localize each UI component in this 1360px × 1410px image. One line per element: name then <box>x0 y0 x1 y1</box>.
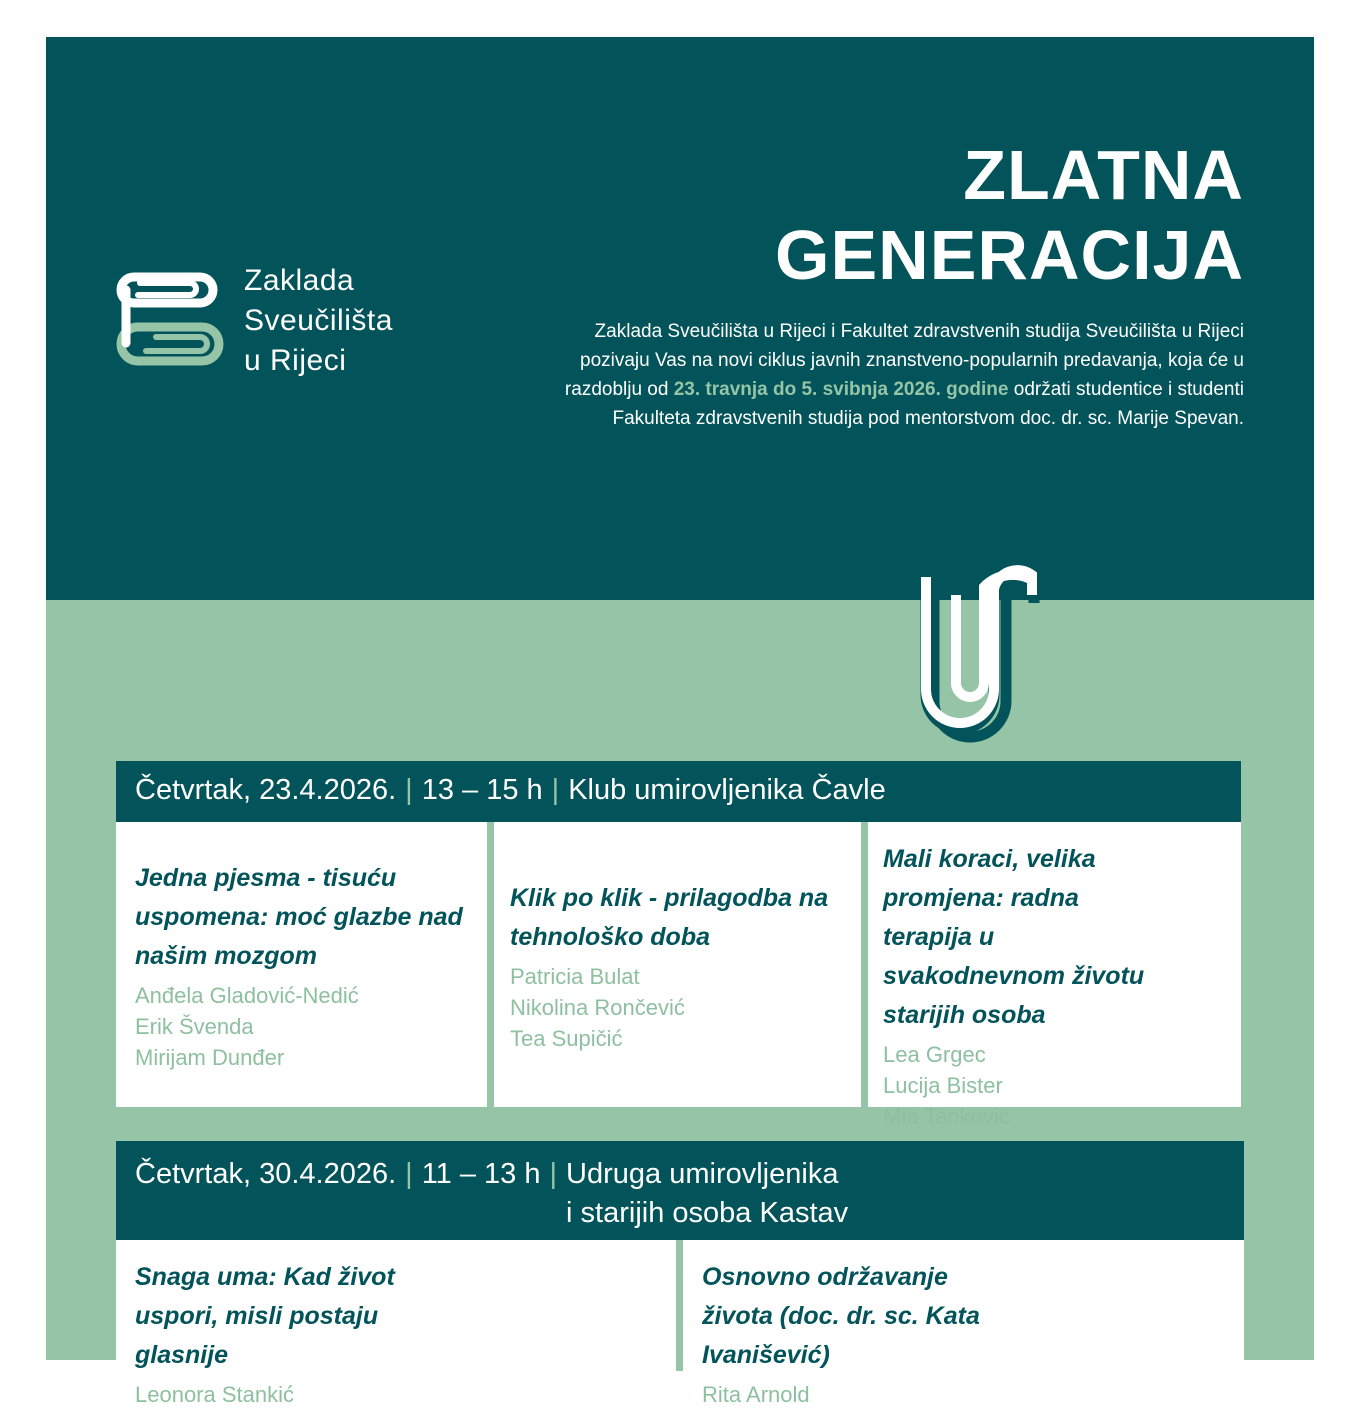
talk-title: Osnovno održavanje života (doc. dr. sc. Kata Ivanišević) <box>702 1263 980 1369</box>
intro-paragraph <box>524 317 1244 433</box>
speaker-name: Tea Supičić <box>510 1026 623 1051</box>
intro-text: održati studentice i studenti Fakulteta zdravstvenih studija pod mentorstvom doc. dr. sc. Marije Spevan. <box>612 379 1244 429</box>
speaker-name: Nikolina Rončević <box>510 995 685 1020</box>
separator: | <box>405 774 413 806</box>
talks-row <box>116 822 1241 1129</box>
separator: | <box>405 1158 413 1190</box>
talk-card <box>683 1240 1244 1407</box>
day-location <box>566 1155 848 1233</box>
speaker-name: Rita Arnold <box>702 1382 810 1407</box>
day-section-1 <box>116 761 1241 1129</box>
talk-card <box>494 822 861 1107</box>
day-time: 11 – 13 h <box>421 1158 541 1190</box>
speaker-list <box>702 1379 1225 1410</box>
foundation-name-line: Zaklada <box>244 264 355 297</box>
day-header <box>116 761 1241 822</box>
speaker-list <box>510 961 842 1054</box>
day-location: Klub umirovljenika Čavle <box>568 774 886 806</box>
talk-card <box>868 822 1241 1129</box>
speaker-name: Mirijam Dunđer <box>135 1045 285 1070</box>
talk-card <box>116 1240 676 1407</box>
day-location-line: i starijih osoba Kastav <box>566 1197 849 1229</box>
title-line: ZLATNA <box>963 136 1244 214</box>
intro-text: Zaklada Sveučilišta u Rijeci i Fakultet zdravstvenih studija Sveučilišta u Rijeci pozivaju Vas na novi ciklus javnih znanstveno-popularnih predavanja, koja će u razdoblju od <box>564 321 1244 400</box>
day-section-2 <box>116 1141 1244 1407</box>
speaker-list <box>883 1039 1222 1132</box>
speaker-list <box>135 1379 657 1410</box>
day-date: Četvrtak, 30.4.2026. <box>135 1158 397 1190</box>
separator: | <box>551 774 560 806</box>
title-line: GENERACIJA <box>775 216 1244 294</box>
speaker-name: Leonora Stankić <box>135 1382 294 1407</box>
speaker-name: Mia Tanković <box>883 1104 1010 1129</box>
speaker-list <box>135 980 468 1073</box>
foundation-logo-icon <box>116 265 226 373</box>
date-range-highlight: 23. travnja do 5. svibnja 2026. godine <box>673 379 1009 400</box>
foundation-name-line: Sveučilišta <box>244 304 393 337</box>
page-title <box>775 135 1244 295</box>
poster <box>46 37 1314 1407</box>
speaker-name: Lea Grgec <box>883 1042 986 1067</box>
talk-title: Jedna pjesma - tisuću uspomena: moć glazbe nad našim mozgom <box>135 864 463 970</box>
talk-title: Klik po klik - prilagodba na tehnološko doba <box>510 884 829 951</box>
speaker-name: Lucija Bister <box>883 1073 1003 1098</box>
speaker-name: Patricia Bulat <box>510 964 640 989</box>
day-time: 13 – 15 h <box>421 774 543 806</box>
talk-title: Snaga uma: Kad život uspori, misli postaju glasnije <box>135 1263 395 1369</box>
day-location-line: Udruga umirovljenika <box>566 1158 839 1190</box>
talk-title: Mali koraci, velika promjena: radna terapija u svakodnevnom životu starijih osoba <box>883 845 1145 1029</box>
talk-card <box>116 822 487 1107</box>
foundation-name-line: u Rijeci <box>244 344 347 377</box>
talks-row <box>116 1240 1244 1407</box>
speaker-name: Anđela Gladović-Nedić <box>135 983 359 1008</box>
speaker-name: Erik Švenda <box>135 1014 254 1039</box>
separator: | <box>549 1158 558 1190</box>
foundation-name <box>244 261 393 381</box>
header-panel <box>46 37 1314 600</box>
day-date: Četvrtak, 23.4.2026. <box>135 774 397 806</box>
day-header <box>116 1141 1244 1240</box>
paper-clip-icon <box>916 529 1044 741</box>
